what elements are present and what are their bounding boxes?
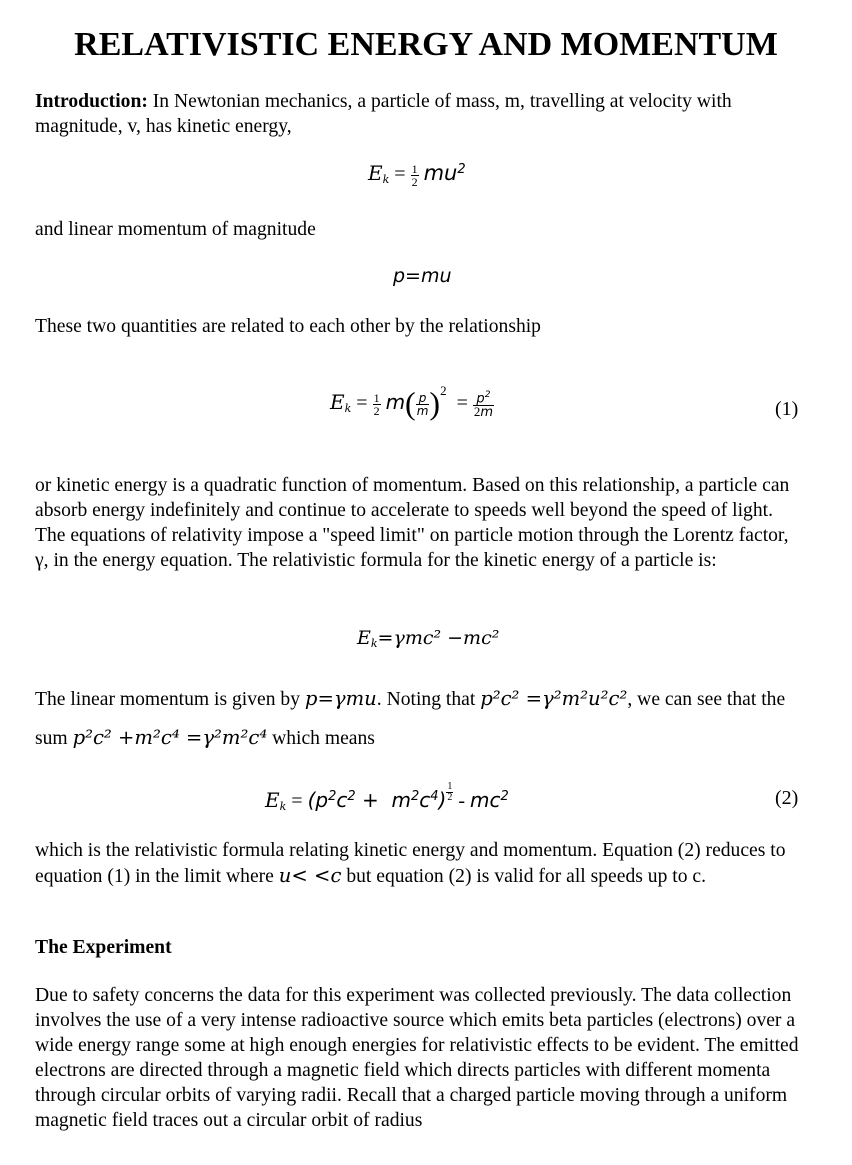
intro-label: Introduction: [35, 91, 148, 112]
which-is-paragraph: which is the relativistic formula relating kinetic energy and momentum. Equation (2) reduces to equation (1) in the limit where u< <c but equation (2) is valid for all speeds up to c. [35, 840, 786, 887]
intro-text: In Newtonian mechanics, a particle of mass, m, travelling at velocity with magnitude, v, has kinetic energy, [35, 91, 732, 137]
energy-sum-relation: p²c² +m²c⁴ =γ²m²c⁴ [72, 726, 268, 749]
fraction-one-half: $\frac{1}{2}$ [411, 161, 418, 189]
relativistic-kinetic-energy-rhs: =γmc² −mc² [377, 627, 500, 649]
quadratic-paragraph: or kinetic energy is a quadratic function of momentum. Based on this relationship, a particle can absorb energy indefinitely and continue to accelerate to speeds well beyond the speed of light. The equations of relativity impose a "speed limit" on particle motion through the Lorentz factor, γ, in the energy equation. The relativistic formula for the kinetic energy of a particle is: [35, 475, 790, 571]
equation-newtonian-kinetic-energy: $E_k$ = $\frac{1}{2}$ $mu^2$ [368, 161, 466, 189]
equation-2-number: (2) [775, 787, 799, 809]
intro-paragraph [35, 89, 805, 139]
equation-relativistic-kinetic-energy: $E_k=\gamma mc^2 -mc^2$ [357, 627, 500, 650]
experiment-heading: The Experiment [35, 937, 172, 958]
linear-momentum-text: and linear momentum of magnitude [35, 219, 316, 240]
u-much-less-than-c: u< <c [278, 864, 342, 887]
momentum-paragraph: The linear momentum is given by p=γmu. Noting that p²c² =γ²m²u²c², we can see that the sum p²c² +m²c⁴ =γ²m²c⁴ which means [35, 687, 786, 749]
page-title: RELATIVISTIC ENERGY AND MOMENTUM [74, 26, 778, 63]
experiment-paragraph: Due to safety concerns the data for this experiment was collected previously. The data collection involves the use of a very intense radioactive source which emits beta particles (electrons) over a wide energy range some at high enough energies for relativistic effects to be evident. The emitted electrons are directed through a magnetic field which directs particles with different momenta through circular orbits of varying radii. Recall that a charged particle moving through a uniform magnetic field traces out a circular orbit of radius [35, 985, 799, 1131]
equation-2: $E_k = (p^2c^2 + m^2c^4)$ $\frac{1}{2}$ - $mc^2$ [265, 781, 509, 813]
equation-1: $E_k$ = $\frac{1}{2}$ m( $\frac{p}{m}$ )$^2$ = $\frac{p^2}{2m}$ [330, 382, 494, 421]
momentum-squared-relation: p²c² =γ²m²u²c² [480, 687, 628, 710]
relationship-text: These two quantities are related to each other by the relationship [35, 316, 541, 337]
equation-1-number: (1) [775, 398, 799, 420]
relativistic-momentum: p=γmu [304, 687, 377, 710]
equation-newtonian-momentum: p=mu [393, 265, 452, 287]
